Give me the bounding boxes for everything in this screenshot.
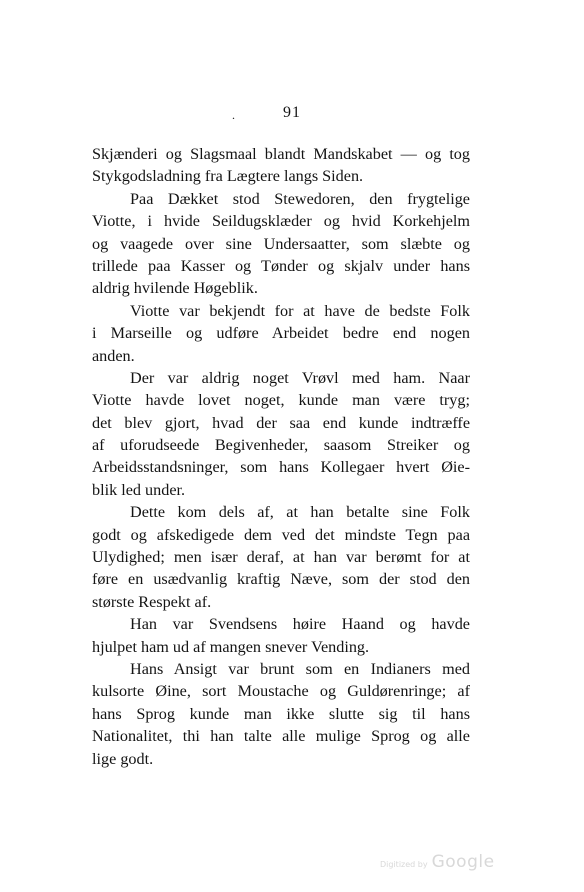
text-line: hans Sprog kunde man ikke slutte sig til hans <box>92 704 470 723</box>
text-line: og vaagede over sine Undersaatter, som slæbte og <box>92 234 470 253</box>
text-line: føre en usædvanlig kraftig Næve, som der stod den <box>92 570 470 589</box>
text-line: trillede paa Kasser og Tønder og skjalv under hans <box>92 256 470 275</box>
text-line: hjulpet ham ud af mangen snever Vending. <box>92 637 370 656</box>
text-line: Ulydighed; men især deraf, at han var berømt for at <box>92 548 470 567</box>
text-line: Nationalitet, thi han talte alle mulige Sprog og alle <box>92 727 470 746</box>
page-number: 91 <box>283 104 301 121</box>
text-line: kulsorte Øine, sort Moustache og Guldørenringe; af <box>92 682 470 701</box>
text-line: Hans Ansigt var brunt som en Indianers med <box>130 659 470 678</box>
text-line: blik led under. <box>92 480 186 499</box>
text-line: Skjænderi og Slagsmaal blandt Mandskabet — og tog <box>92 145 470 163</box>
text-line: Stykgodsladning fra Lægtere langs Siden. <box>92 167 364 186</box>
watermark-brand: Google <box>431 852 495 872</box>
text-line: godt og afskedigede dem ved det mindste Tegn paa <box>92 525 470 544</box>
text-line: Viotte havde lovet noget, kunde man være tryg; <box>92 391 470 410</box>
text-line: Han var Svendsens høire Haand og havde <box>130 615 470 634</box>
body-text <box>92 143 470 770</box>
watermark-prefix: Digitized by <box>380 860 428 869</box>
text-line: Viotte, i hvide Seildugsklæder og hvid Korkehjelm <box>92 212 470 231</box>
text-line: anden. <box>92 346 135 365</box>
text-line: største Respekt af. <box>92 592 212 611</box>
text-line: Viotte var bekjendt for at have de bedste Folk <box>130 301 470 320</box>
digitization-watermark <box>380 852 495 872</box>
text-line: det blev gjort, hvad der saa end kunde indtræffe <box>92 413 470 432</box>
text-line: Der var aldrig noget Vrøvl med ham. Naar <box>130 368 470 387</box>
text-line: lige godt. <box>92 749 154 768</box>
text-line: Arbeidsstandsninger, som hans Kollegaer hvert Øie- <box>92 458 470 477</box>
text-line: aldrig hvilende Høgeblik. <box>92 279 258 298</box>
text-line: Dette kom dels af, at han betalte sine Folk <box>130 503 470 522</box>
text-line: i Marseille og udføre Arbeidet bedre end nogen <box>92 324 470 343</box>
text-line: Paa Dækket stod Stewedoren, den frygtelige <box>130 189 470 208</box>
text-line: af uforudseede Begivenheder, saasom Streiker og <box>92 436 470 455</box>
page-mark-dot: . <box>232 108 235 122</box>
